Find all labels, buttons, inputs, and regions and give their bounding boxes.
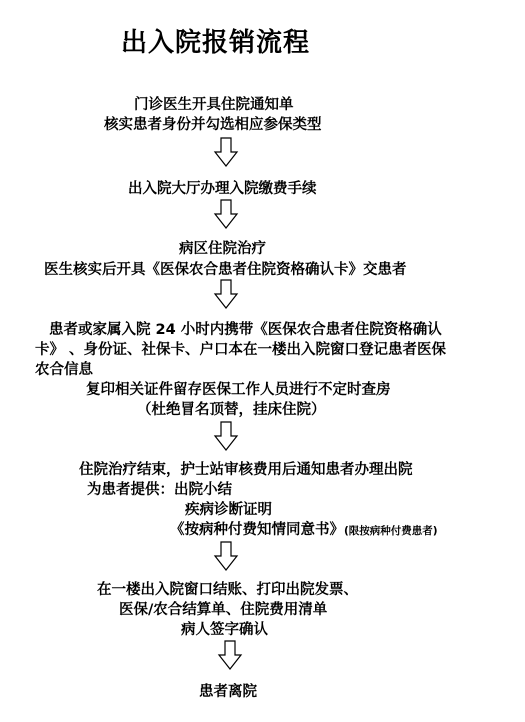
step3-line1: 病区住院治疗 xyxy=(179,241,266,257)
step4-line1: 患者或家属入院 24 小时内携带《医保农合患者住院资格确认 xyxy=(49,322,442,338)
step5-line1: 住院治疗结束，护士站审核费用后通知患者办理出院 xyxy=(79,462,413,478)
step6-line2: 医保/农合结算单、住院费用清单 xyxy=(119,602,328,618)
step6-line1: 在一楼出入院窗口结账、打印出院发票、 xyxy=(97,582,358,598)
step6-line3: 病人签字确认 xyxy=(181,622,268,638)
down-arrow-icon xyxy=(213,279,239,309)
step5-consent-form: 《按病种付费知情同意书》 xyxy=(170,522,344,538)
step1-line1: 门诊医生开具住院通知单 xyxy=(134,97,294,113)
step5-consent-note: (限按病种付费患者) xyxy=(344,525,438,537)
down-arrow-icon xyxy=(213,199,239,229)
step4-line2: 卡》 、身份证、社保卡、户口本在一楼出入院窗口登记患者医保 xyxy=(35,342,447,358)
step4-line5: （杜绝冒名顶替，挂床住院） xyxy=(137,402,326,418)
step5-line4 xyxy=(170,518,438,539)
step5-line2: 为患者提供：出院小结 xyxy=(87,482,232,498)
step1-line2: 核实患者身份并勾选相应参保类型 xyxy=(104,117,322,133)
step5-line3: 疾病诊断证明 xyxy=(185,502,272,518)
step3-line2: 医生核实后开具《医保农合患者住院资格确认卡》交患者 xyxy=(44,262,407,278)
page-title: 出入院报销流程 xyxy=(121,28,311,58)
step2-line1: 出入院大厅办理入院缴费手续 xyxy=(128,181,317,197)
step4-line3: 农合信息 xyxy=(35,362,93,378)
down-arrow-icon xyxy=(217,640,243,670)
down-arrow-icon xyxy=(213,541,239,571)
step7-line1: 患者离院 xyxy=(199,684,257,700)
down-arrow-icon xyxy=(213,137,239,167)
step4-line4: 复印相关证件留存医保工作人员进行不定时查房 xyxy=(86,382,391,398)
down-arrow-icon xyxy=(213,421,239,451)
